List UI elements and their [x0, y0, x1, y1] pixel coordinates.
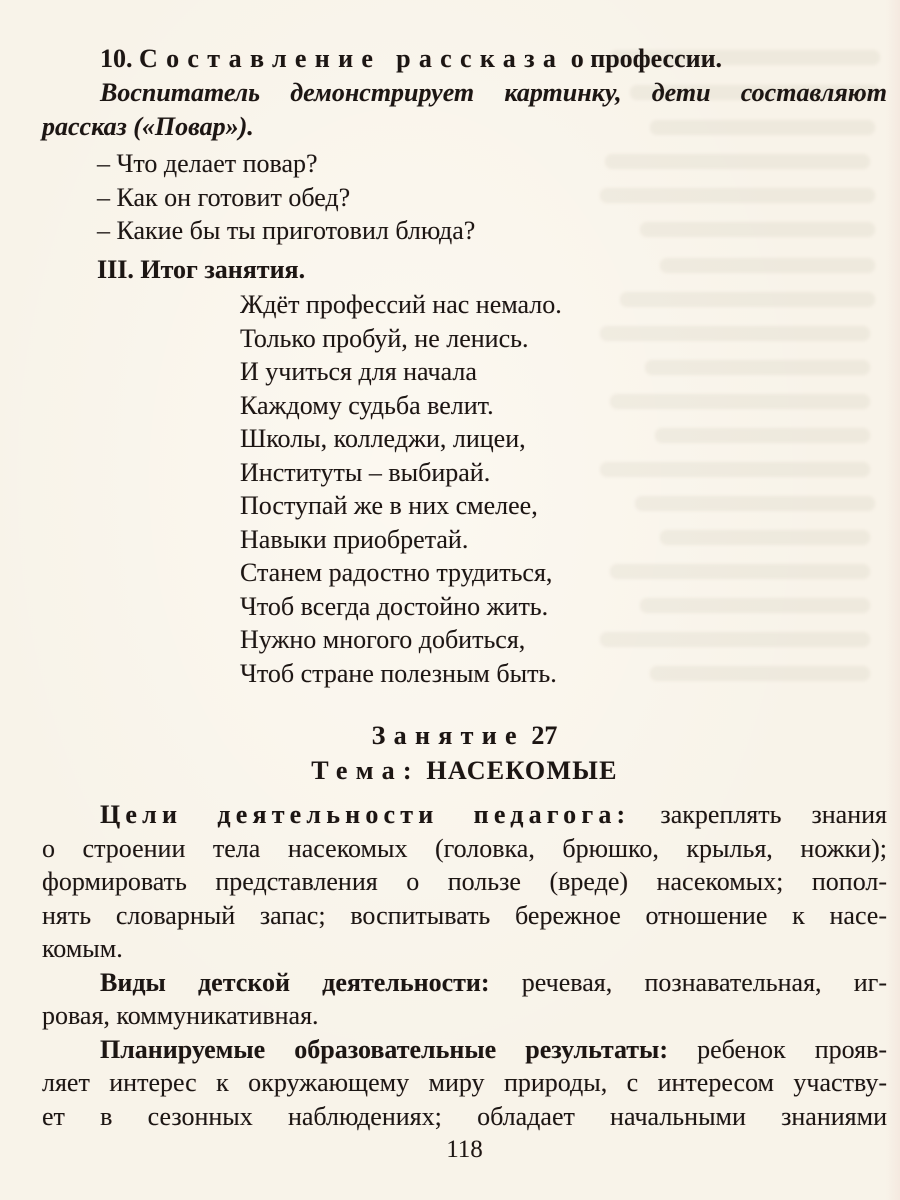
teacher-note — [42, 76, 887, 143]
poem-line: Станем радостно трудиться, — [240, 558, 553, 587]
task-number: 10. — [100, 44, 133, 73]
lesson-27-body — [42, 798, 887, 1133]
goals-line: нять словарный запас; воспитывать бережное отношение к насе- — [42, 900, 887, 930]
poem-line: Навыки приобретай. — [240, 524, 469, 554]
theme-value: НАСЕКОМЫЕ — [426, 756, 618, 785]
activities-label: Виды детской деятельности: — [100, 967, 490, 997]
results-line — [42, 1033, 887, 1067]
lesson-theme-line — [42, 753, 887, 788]
poem-line: Каждому судьба велит. — [240, 390, 494, 420]
question-item: – Какие бы ты приготовил блюда? — [97, 216, 476, 245]
poem-line: Ждёт профессий нас немало. — [240, 290, 562, 319]
activities-line: ровая, коммуникативная. — [42, 1001, 319, 1030]
results-line: ляет интерес к окружающему миру природы, с интересом участву- — [42, 1068, 887, 1097]
teacher-note-line: рассказ («Повар»). — [42, 111, 254, 141]
results-label: Планируемые образовательные результаты: — [100, 1034, 669, 1064]
task-10-heading — [42, 42, 887, 76]
theme-label: Тема: — [311, 756, 420, 785]
question-item: – Как он готовит обед? — [97, 182, 351, 212]
lesson-word: Занятие — [371, 721, 525, 750]
poem-line: Поступай же в них смелее, — [240, 491, 538, 520]
poem-line: Только пробуй, не ленись. — [240, 323, 529, 353]
goals-label: Цели деятельности педагога: — [100, 800, 631, 829]
goals-intro: закреплять знания — [660, 800, 887, 829]
goals-paragraph — [42, 798, 887, 966]
lesson-number: 27 — [531, 721, 558, 750]
question-list — [97, 147, 887, 248]
poem-block — [240, 288, 887, 690]
goals-line: комым. — [42, 934, 123, 963]
poem-line: Институты – выбирай. — [240, 457, 491, 487]
results-paragraph — [42, 1033, 887, 1134]
lesson-number-line — [42, 718, 887, 753]
page-content — [42, 42, 887, 1133]
poem-line: Нужно многого добиться, — [240, 625, 526, 654]
page-number: 118 — [446, 1136, 483, 1163]
lesson-summary-heading: III. Итог занятия. — [97, 254, 306, 284]
poem-line: Чтоб всегда достойно жить. — [240, 591, 549, 621]
task-title-rest: о профессии. — [570, 44, 723, 73]
results-line: ет в сезонных наблюдениях; обладает начальными знаниями — [42, 1101, 887, 1131]
results-intro: ребенок прояв- — [697, 1034, 888, 1064]
goals-line: о строении тела насекомых (головка, брюшко, крылья, ножки); — [42, 833, 887, 863]
poem-line: И учиться для начала — [240, 357, 477, 386]
poem-line: Школы, колледжи, лицеи, — [240, 424, 526, 453]
activities-line — [42, 966, 887, 1000]
poem-line: Чтоб стране полезным быть. — [240, 658, 557, 688]
teacher-note-line: Воспитатель демонстрирует картинку, дети составляют — [100, 78, 887, 107]
lesson-27-title — [42, 718, 887, 788]
question-item: – Что делает повар? — [97, 149, 318, 178]
activities-intro: речевая, познавательная, иг- — [521, 967, 887, 997]
task-title-spaced: Составление рассказа — [139, 44, 565, 73]
activities-paragraph — [42, 966, 887, 1033]
goals-line — [42, 798, 887, 832]
goals-line: формировать представления о пользе (вреде) насекомых; попол- — [42, 867, 887, 896]
